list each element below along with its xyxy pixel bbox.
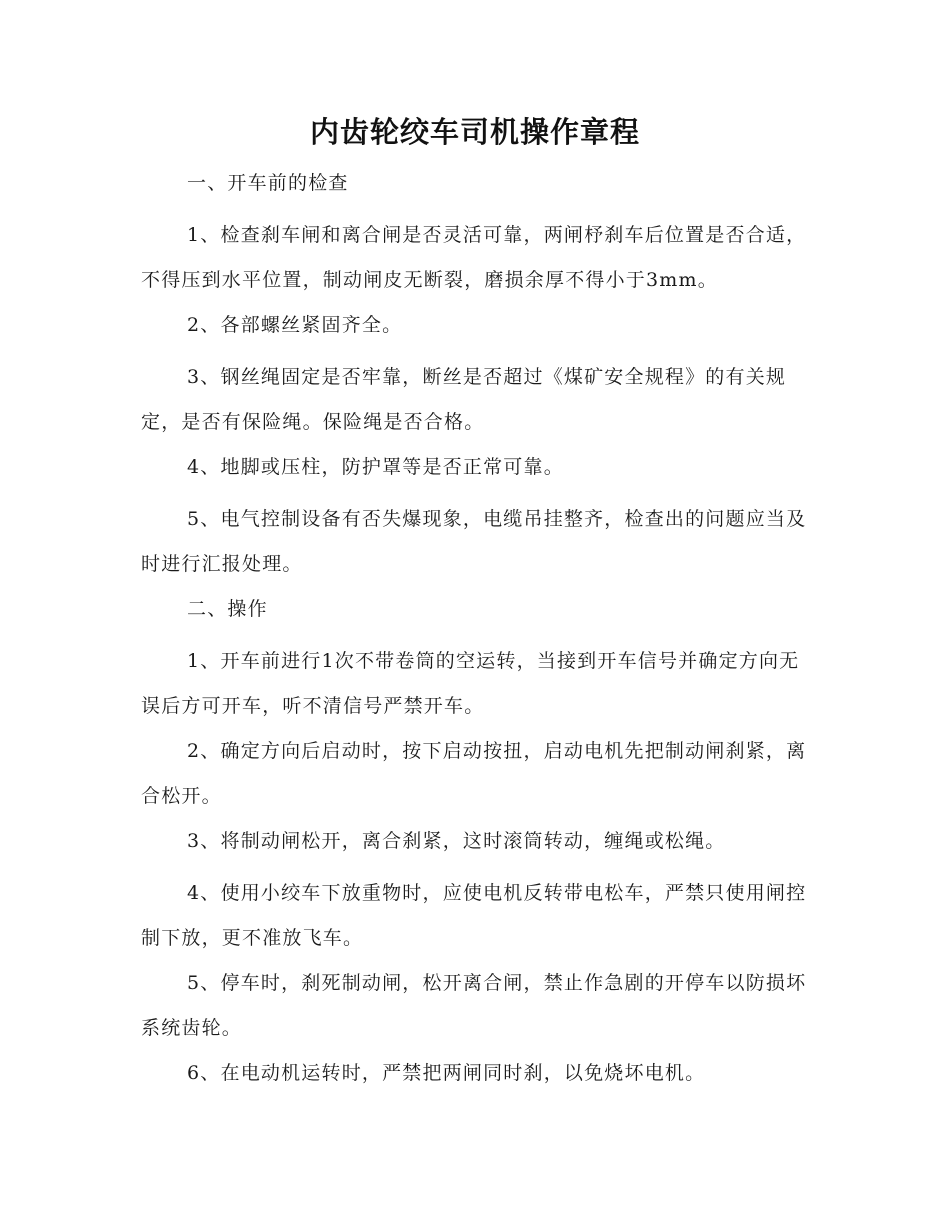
paragraph: 1、开车前进行1次不带卷筒的空运转，当接到开车信号并确定方向无误后方可开车，听不清信号严禁开车。 (141, 650, 800, 717)
paragraph: 6、在电动机运转时，严禁把两闸同时刹，以免烧坏电机。 (187, 1062, 706, 1084)
paragraph: 1、检查刹车闸和离合闸是否灵活可靠，两闸杼刹车后位置是否合适，不得压到水平位置，制动闸皮无断裂，磨损余厚不得小于3mm。 (141, 224, 807, 291)
section-heading-inspection: 一、开车前的检查 (187, 172, 349, 194)
paragraph: 2、确定方向后启动时，按下启动按扭，启动电机先把制动闸刹紧，离合松开。 (141, 740, 807, 807)
paragraph: 4、地脚或压柱，防护罩等是否正常可靠。 (187, 456, 564, 478)
paragraph: 3、将制动闸松开，离合刹紧，这时滚筒转动，缠绳或松绳。 (187, 830, 726, 852)
paragraph: 5、停车时，刹死制动闸，松开离合闸，禁止作急剧的开停车以防损坏系统齿轮。 (141, 972, 807, 1039)
paragraph: 3、钢丝绳固定是否牢靠，断丝是否超过《煤矿安全规程》的有关规定，是否有保险绳。保险绳是否合格。 (141, 366, 787, 433)
paragraph: 4、使用小绞车下放重物时，应使电机反转带电松车，严禁只使用闸控制下放，更不准放飞车。 (141, 882, 807, 949)
document-title: 内齿轮绞车司机操作章程 (309, 115, 640, 149)
paragraph: 2、各部螺丝紧固齐全。 (187, 314, 403, 336)
section-heading-operation: 二、操作 (187, 598, 268, 620)
paragraph: 5、电气控制设备有否失爆现象，电缆吊挂整齐，检查出的问题应当及时进行汇报处理。 (141, 508, 807, 575)
